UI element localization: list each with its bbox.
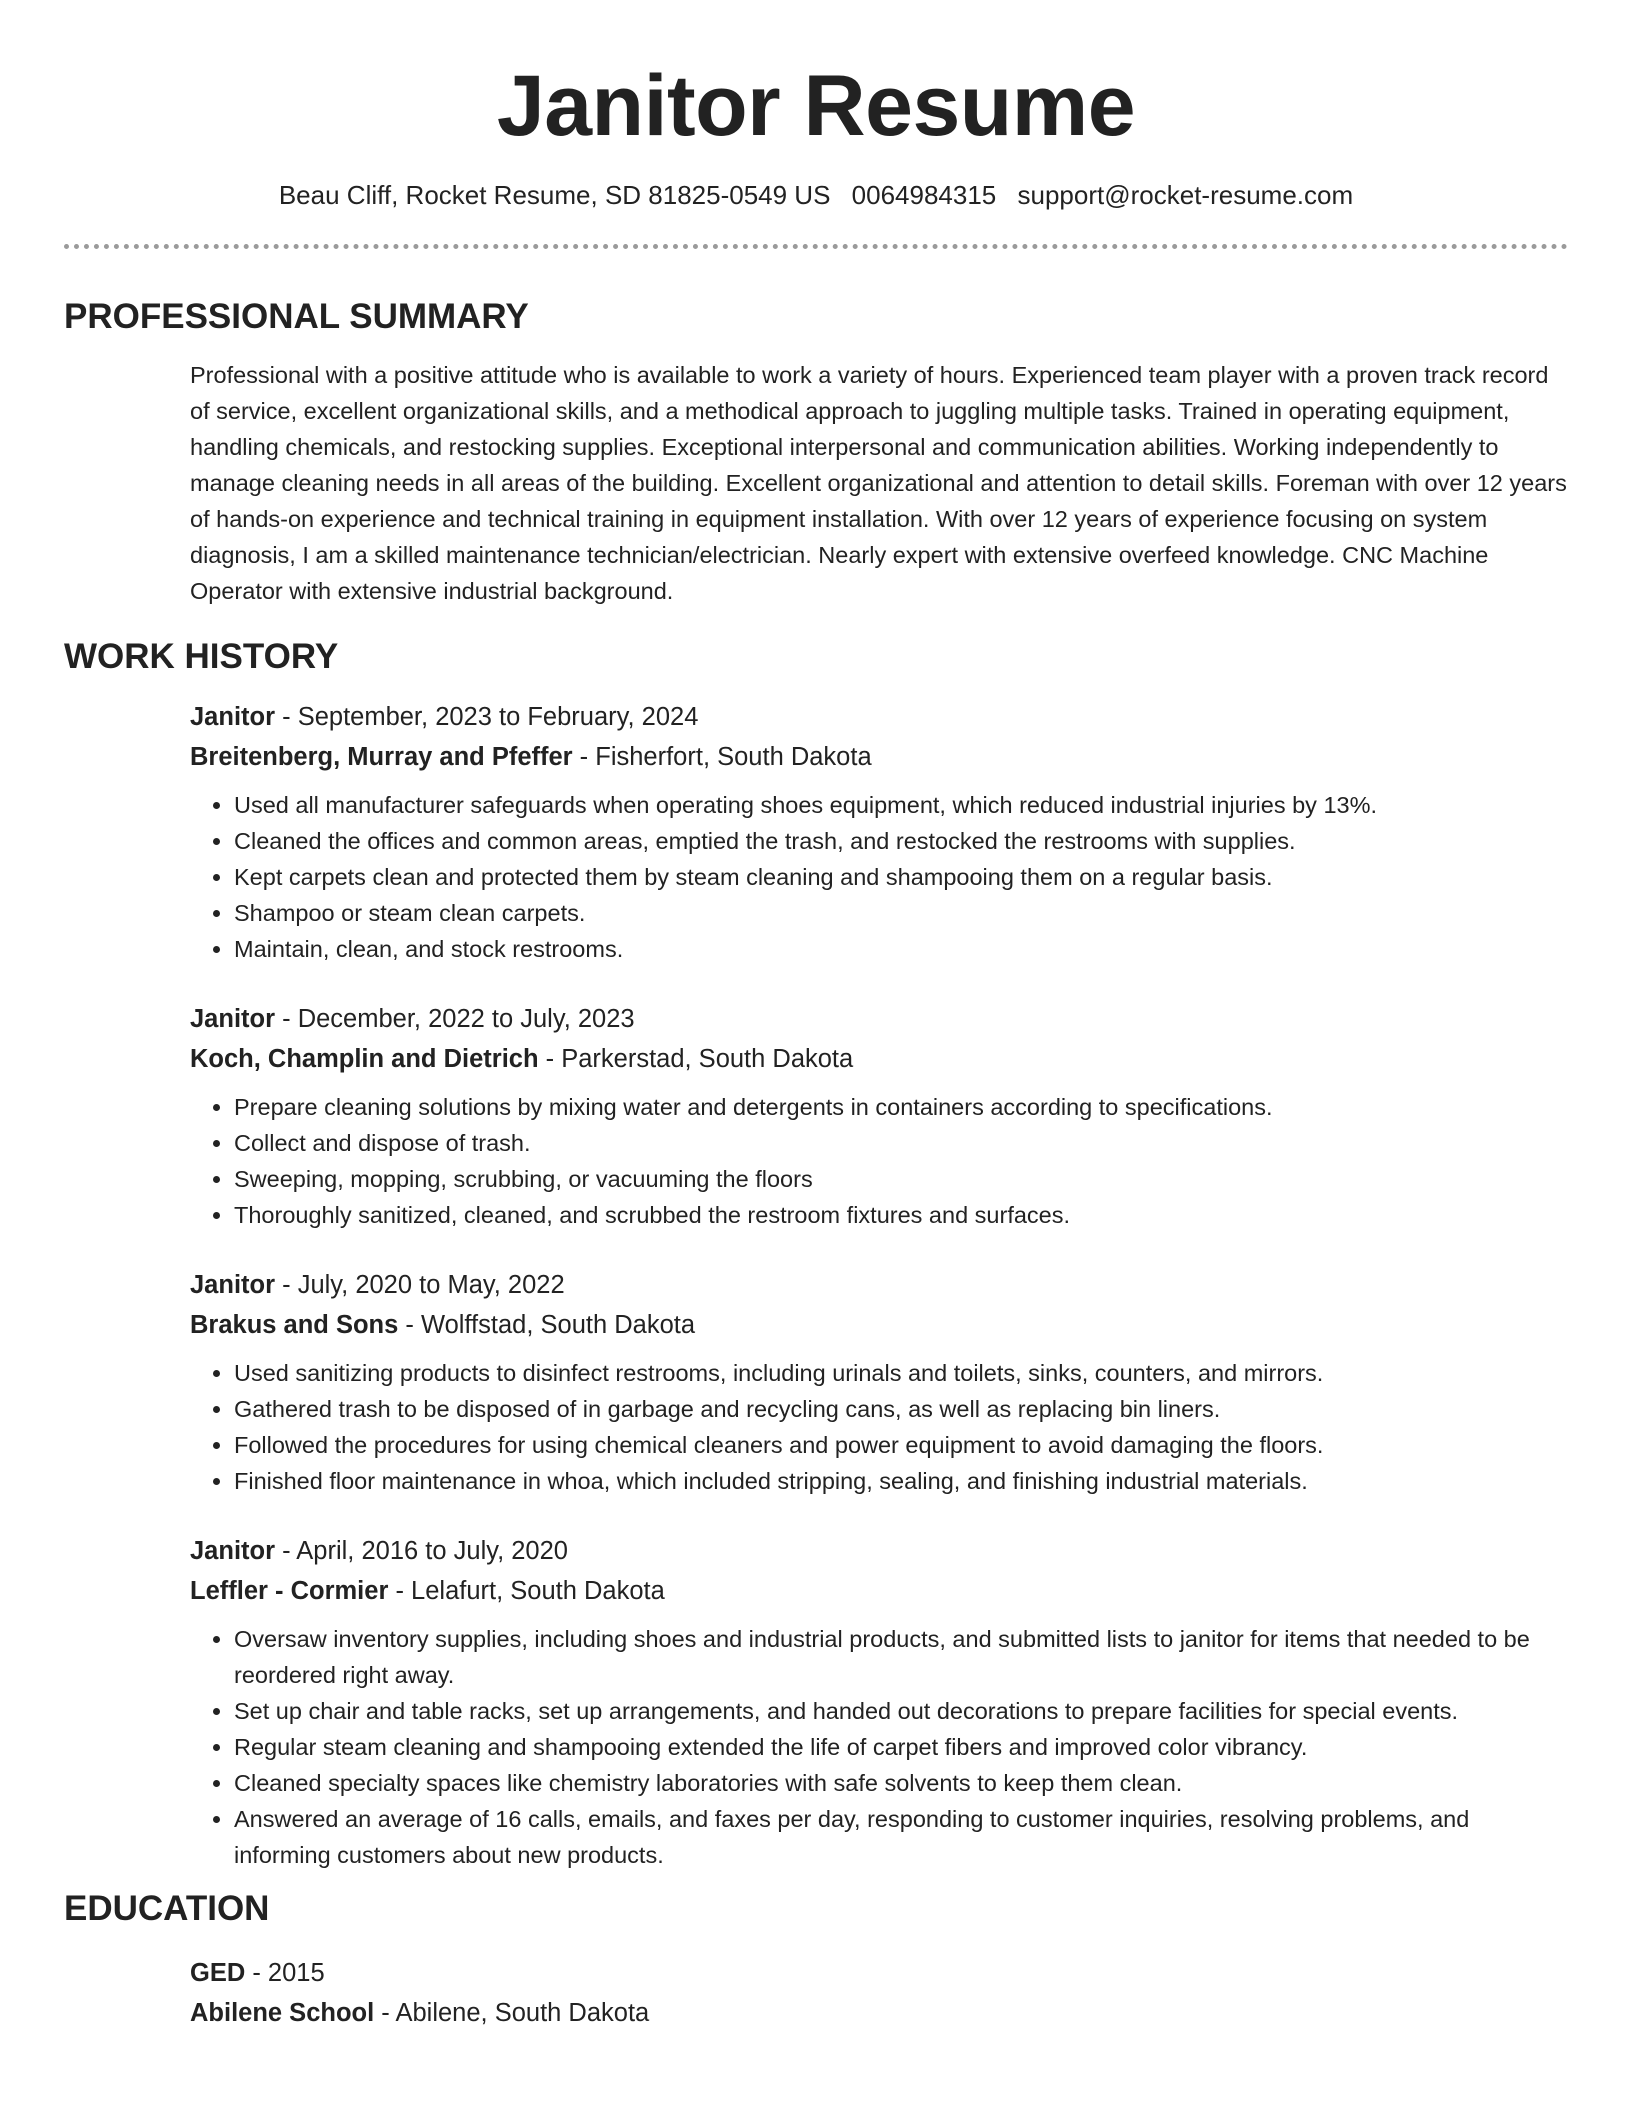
- job-title: Janitor: [190, 1271, 276, 1299]
- job-bullets: [190, 1621, 1568, 1873]
- job-company-line: [190, 737, 1568, 777]
- list-item: • Collect and dispose of trash.: [234, 1125, 1568, 1161]
- list-item: • Kept carpets clean and protected them by steam cleaning and shampooing them on a regular basis.: [234, 859, 1568, 895]
- summary-text: Professional with a positive attitude who is available to work a variety of hours. Experienced team player with a proven track record of service, excellent organizational skills, and a methodical approach to juggling multiple tasks. Trained in operating equipment, handling chemicals, and restocking supplies. Exceptional interpersonal and communication abilities. Working independently to manage cleaning needs in all areas of the building. Excellent organizational and attention to detail skills. Foreman with over 12 years of hands-on experience and technical training in equipment installation. With over 12 years of experience focusing on system diagnosis, I am a skilled maintenance technician/electrician. Nearly expert with extensive overfeed knowledge. CNC Machine Operator with extensive industrial background.: [190, 362, 1567, 604]
- job-title-line: [190, 999, 1568, 1039]
- contact-line: [64, 178, 1568, 212]
- job-bullets: [190, 1089, 1568, 1233]
- job-dates: - September, 2023 to February, 2024: [275, 703, 699, 731]
- job-title-line: [190, 1531, 1568, 1571]
- list-item: • Maintain, clean, and stock restrooms.: [234, 931, 1568, 967]
- job-company-line: [190, 1571, 1568, 1611]
- list-item: • Cleaned specialty spaces like chemistry laboratories with safe solvents to keep them clean.: [234, 1765, 1568, 1801]
- job-title: Janitor: [190, 703, 276, 731]
- job-location: - Lelafurt, South Dakota: [388, 1577, 665, 1605]
- job-location: - Wolffstad, South Dakota: [398, 1311, 696, 1339]
- list-item: • Thoroughly sanitized, cleaned, and scrubbed the restroom fixtures and surfaces.: [234, 1197, 1568, 1233]
- education-entry: [64, 1953, 1568, 2033]
- job-company: Koch, Champlin and Dietrich: [190, 1045, 539, 1073]
- job-title-line: [190, 1265, 1568, 1305]
- contact-phone: 0064984315: [851, 180, 997, 210]
- job-bullets: [190, 787, 1568, 967]
- job-title: Janitor: [190, 1005, 276, 1033]
- job-dates: - July, 2020 to May, 2022: [275, 1271, 565, 1299]
- list-item: • Cleaned the offices and common areas, emptied the trash, and restocked the restrooms with supplies.: [234, 823, 1568, 859]
- list-item: • Oversaw inventory supplies, including shoes and industrial products, and submitted lists to janitor for items that needed to be reordered right away.: [234, 1621, 1568, 1693]
- job-bullets: [190, 1355, 1568, 1499]
- job-company-line: [190, 1305, 1568, 1345]
- list-item: • Sweeping, mopping, scrubbing, or vacuuming the floors: [234, 1161, 1568, 1197]
- job-title-line: [190, 697, 1568, 737]
- job-entry: [190, 1265, 1568, 1499]
- job-location: - Fisherfort, South Dakota: [572, 743, 872, 771]
- job-dates: - December, 2022 to July, 2023: [275, 1005, 635, 1033]
- job-dates: - April, 2016 to July, 2020: [275, 1537, 568, 1565]
- education-degree: GED: [190, 1959, 246, 1987]
- list-item: • Set up chair and table racks, set up arrangements, and handed out decorations to prepare facilities for special events.: [234, 1693, 1568, 1729]
- education-heading: EDUCATION: [64, 1889, 270, 1928]
- list-item: • Answered an average of 16 calls, emails, and faxes per day, responding to customer inquiries, resolving problems, and informing customers about new products.: [234, 1801, 1568, 1873]
- list-item: • Used all manufacturer safeguards when operating shoes equipment, which reduced industrial injuries by 13%.: [234, 787, 1568, 823]
- job-entry: [190, 999, 1568, 1233]
- job-company: Leffler - Cormier: [190, 1577, 389, 1605]
- list-item: • Shampoo or steam clean carpets.: [234, 895, 1568, 931]
- work-history-list: [64, 697, 1568, 1873]
- header-divider: [64, 244, 1568, 249]
- work-history-heading: WORK HISTORY: [64, 637, 339, 676]
- summary-heading: PROFESSIONAL SUMMARY: [64, 297, 529, 336]
- contact-address: Beau Cliff, Rocket Resume, SD 81825-0549 US: [278, 180, 831, 210]
- education-location: - Abilene, South Dakota: [374, 1999, 650, 2027]
- list-item: • Finished floor maintenance in whoa, which included stripping, sealing, and finishing industrial materials.: [234, 1463, 1568, 1499]
- list-item: • Regular steam cleaning and shampooing extended the life of carpet fibers and improved color vibrancy.: [234, 1729, 1568, 1765]
- list-item: • Used sanitizing products to disinfect restrooms, including urinals and toilets, sinks, counters, and mirrors.: [234, 1355, 1568, 1391]
- job-company: Brakus and Sons: [190, 1311, 399, 1339]
- education-school: Abilene School: [190, 1999, 375, 2027]
- job-entry: [190, 1531, 1568, 1873]
- list-item: • Prepare cleaning solutions by mixing water and detergents in containers according to specifications.: [234, 1089, 1568, 1125]
- education-year: - 2015: [245, 1959, 325, 1987]
- resume-title: Janitor Resume: [496, 58, 1136, 154]
- education-school-line: [190, 1993, 1568, 2033]
- contact-email: support@rocket-resume.com: [1017, 180, 1354, 210]
- list-item: • Followed the procedures for using chemical cleaners and power equipment to avoid damaging the floors.: [234, 1427, 1568, 1463]
- job-company-line: [190, 1039, 1568, 1079]
- job-title: Janitor: [190, 1537, 276, 1565]
- education-degree-line: [190, 1953, 1568, 1993]
- list-item: • Gathered trash to be disposed of in garbage and recycling cans, as well as replacing bin liners.: [234, 1391, 1568, 1427]
- job-entry: [190, 697, 1568, 967]
- job-location: - Parkerstad, South Dakota: [538, 1045, 854, 1073]
- job-company: Breitenberg, Murray and Pfeffer: [190, 743, 573, 771]
